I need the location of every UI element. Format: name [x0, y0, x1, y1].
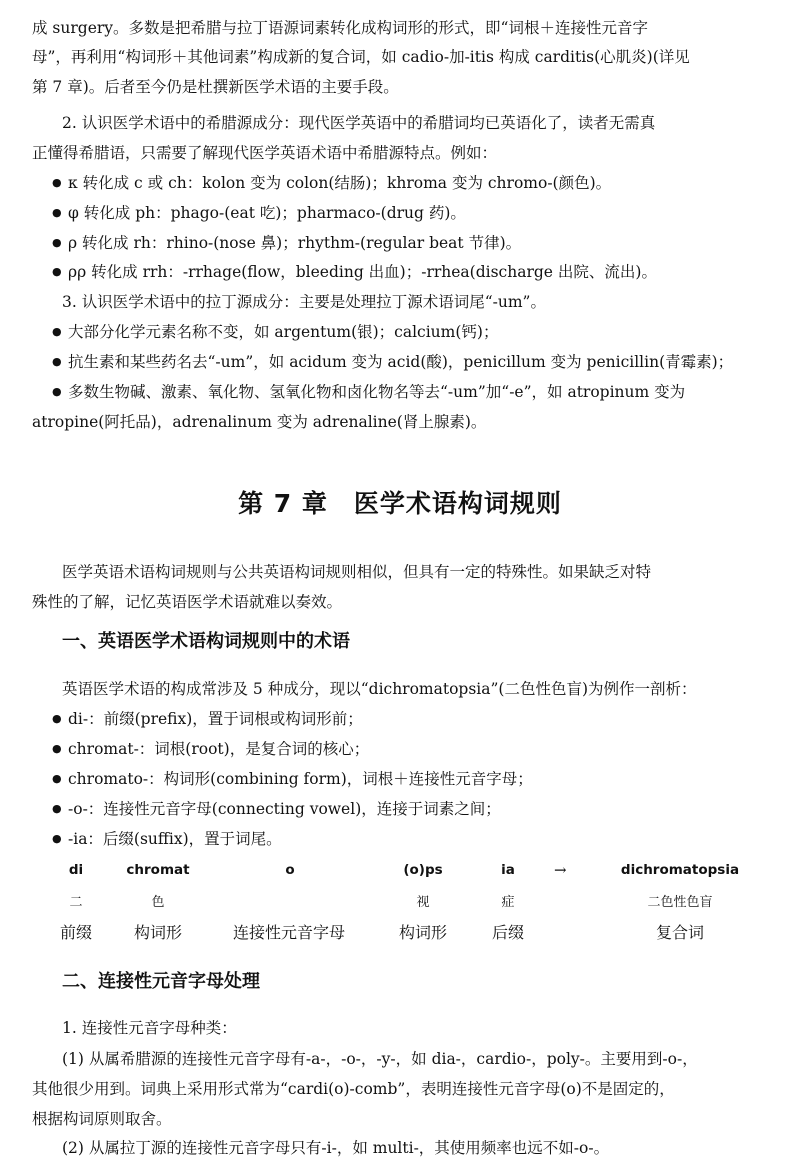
breakdown-role: 复合词: [655, 923, 704, 942]
section-two-subitem: (2) 从属拉丁源的连接性元音字母只有-i-，如 multi-，其使用频率也远不如-o-。: [62, 1139, 610, 1157]
chapter-intro: 医学英语术语构词规则与公共英语构词规则相似，但具有一定的特殊性。如果缺乏对特: [62, 563, 652, 581]
breakdown-term: ia: [501, 862, 515, 878]
breakdown-term: chromat: [126, 862, 190, 878]
component-bullet: ● di-：前缀(prefix)，置于词根或构词形前；: [68, 709, 782, 729]
breakdown-role: 后缀: [491, 923, 524, 942]
paragraph-line: 第 7 章)。后者至今仍是杜撰新医学术语的主要手段。: [32, 78, 399, 96]
paragraph-line: 成 surgery。多数是把希腊与拉丁语源词素转化成构词形的形式，即“词根＋连接性元音字: [32, 19, 648, 37]
section-two-title: 二、连接性元音字母处理: [62, 971, 260, 992]
section-one-intro: 英语医学术语的构成常涉及 5 种成分，现以“dichromatopsia”(二色性色盲)为例作一剖析：: [62, 680, 697, 698]
greek-bullet: ● ρ 转化成 rh：rhino-(nose 鼻)；rhythm-(regular beat 节律)。: [68, 233, 782, 253]
chapter-title: 第 7 章 医学术语构词规则: [238, 489, 562, 518]
component-bullet: ● -o-：连接性元音字母(connecting vowel)，连接于词素之间；: [68, 799, 782, 819]
section-two-subitem-cont: 其他很少用到。词典上采用形式常为“cardi(o)-comb”，表明连接性元音字母(o)不是固定的，: [32, 1080, 675, 1098]
breakdown-term: (o)ps: [403, 862, 443, 878]
greek-section-heading-cont: 正懂得希腊语，只需要了解现代医学英语术语中希腊源特点。例如：: [32, 144, 498, 162]
breakdown-gloss: 二: [69, 895, 83, 910]
component-bullet: ● -ia：后缀(suffix)，置于词尾。: [68, 829, 782, 849]
breakdown-gloss: 二色性色盲: [647, 895, 713, 910]
greek-bullet: ● κ 转化成 c 或 ch：kolon 变为 colon(结肠)；khroma 变为 chromo-(颜色)。: [68, 173, 782, 193]
section-two-item: 1. 连接性元音字母种类：: [62, 1019, 237, 1037]
breakdown-role: 连接性元音字母: [232, 923, 345, 942]
breakdown-term: dichromatopsia: [620, 862, 740, 878]
latin-bullet: ● 多数生物碱、激素、氧化物、氢氧化物和卤化物名等去“-um”加“-e”，如 atropinum 变为: [68, 382, 782, 402]
breakdown-role: 构词形: [398, 923, 447, 942]
breakdown-gloss: 症: [501, 895, 515, 910]
breakdown-role: 构词形: [133, 923, 182, 942]
latin-section-heading: 3. 认识医学术语中的拉丁源成分：主要是处理拉丁源术语词尾“-um”。: [62, 293, 546, 311]
latin-bullet: ● 抗生素和某些药名去“-um”，如 acidum 变为 acid(酸)，penicillum 变为 penicillin(青霉素)；: [68, 352, 782, 372]
section-two-subitem-cont: 根据构词原则取舍。: [32, 1110, 172, 1128]
breakdown-arrow: →: [554, 861, 567, 879]
component-bullet: ● chromato-：构词形(combining form)，词根＋连接性元音字母；: [68, 769, 782, 789]
section-one-title: 一、英语医学术语构词规则中的术语: [62, 631, 350, 652]
chapter-intro-cont: 殊性的了解，记忆英语医学术语就难以奏效。: [32, 593, 343, 611]
greek-bullet: ● φ 转化成 ph：phago-(eat 吃)；pharmaco-(drug 药)。: [68, 203, 782, 223]
latin-bullet-continuation: atropine(阿托品)，adrenalinum 变为 adrenaline(肾上腺素)。: [32, 413, 487, 431]
latin-bullet: ● 大部分化学元素名称不变，如 argentum(银)；calcium(钙)；: [68, 322, 782, 342]
section-two-subitem: (1) 从属希腊源的连接性元音字母有-a-，-o-，-y-，如 dia-，cardio-，poly-。主要用到-o-，: [62, 1050, 698, 1068]
breakdown-role: 前缀: [59, 923, 92, 942]
paragraph-line: 母”，再利用“构词形＋其他词素”构成新的复合词，如 cadio-加-itis 构成 carditis(心肌炎)(详见: [32, 48, 690, 66]
greek-bullet: ● ρρ 转化成 rrh：-rrhage(flow，bleeding 出血)；-rrhea(discharge 出院、流出)。: [68, 262, 782, 282]
greek-section-heading: 2. 认识医学术语中的希腊源成分：现代医学英语中的希腊词均已英语化了，读者无需真: [62, 114, 656, 132]
component-bullet: ● chromat-：词根(root)，是复合词的核心；: [68, 739, 782, 759]
breakdown-gloss: 色: [151, 895, 165, 910]
breakdown-gloss: 视: [416, 895, 430, 910]
breakdown-term: di: [68, 862, 84, 878]
breakdown-term: o: [285, 862, 295, 878]
